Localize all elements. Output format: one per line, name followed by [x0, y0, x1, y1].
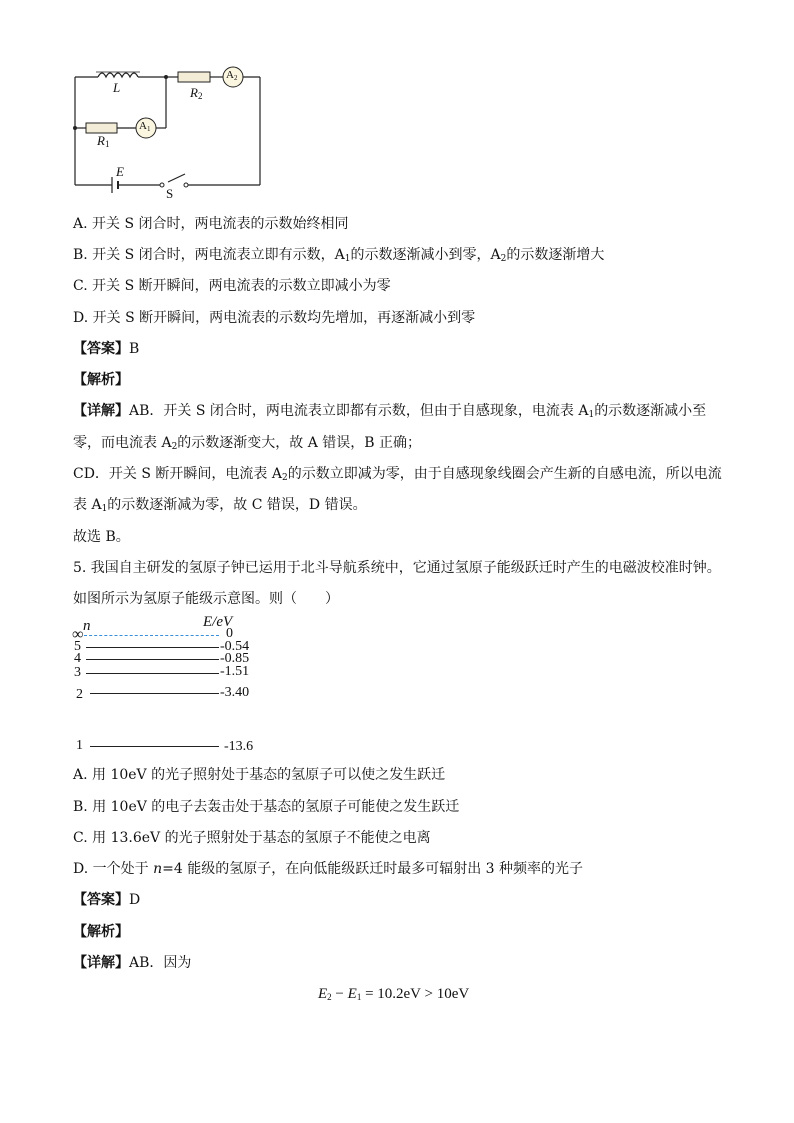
- e-axis-header: E/eV: [203, 614, 233, 630]
- level-e-label: -13.6: [224, 739, 254, 754]
- junction-dot: [73, 126, 77, 130]
- level-n-label: ∞: [72, 626, 84, 643]
- level-e-label: -0.54: [220, 639, 250, 654]
- q5-option-d: D. 一个处于 n=4 能级的氢原子，在向低能级跃迁时最多可辐射出 3 种频率的光子: [73, 861, 584, 877]
- level-n-label: 2: [76, 687, 83, 702]
- label-r1: $R_1$: [97, 133, 110, 149]
- level-n-label: 3: [74, 665, 81, 680]
- switch-terminal: [160, 183, 164, 187]
- label-inductor: L: [113, 80, 121, 95]
- q4-detail-line1: 【详解】AB．开关 S 闭合时，两电流表立即都有示数，但由于自感现象，电流表 $A_1$的示数逐渐减小至: [73, 403, 707, 420]
- q5-answer: 【答案】D: [73, 892, 141, 908]
- level-e-label: -1.51: [220, 664, 250, 679]
- q4-analysis-label: 【解析】: [73, 372, 129, 388]
- q5-stem-line1: 5. 我国自主研发的氢原子钟已运用于北斗导航系统中，它通过氢原子能级跃迁时产生的电磁波校准时钟。: [73, 560, 721, 576]
- label-switch: S: [166, 186, 174, 201]
- level-e-label: -0.85: [220, 651, 250, 666]
- q4-option-b: B. 开关 S 闭合时，两电流表立即有示数，$A_1$的示数逐渐减小到零，$A_2$的示数逐渐增大: [73, 247, 605, 264]
- level-e-label: -3.40: [220, 685, 250, 700]
- level-n-label: 1: [76, 738, 83, 753]
- q4-conclusion: 故选 B。: [73, 529, 130, 545]
- q4-option-d: D. 开关 S 断开瞬间，两电流表的示数均先增加，再逐渐减小到零: [73, 310, 476, 326]
- q4-option-a: A. 开关 S 闭合时，两电流表的示数始终相同: [73, 216, 349, 232]
- resistor-r2: [178, 72, 210, 82]
- q5-equation: $E_2 - E_1 = 10.2eV > 10eV$: [318, 986, 470, 1002]
- q5-analysis-label: 【解析】: [73, 924, 129, 940]
- q4-detail-line4: 表 $A_1$的示数逐渐减为零，故 C 错误，D 错误。: [73, 497, 367, 514]
- energy-level-diagram: [70, 612, 270, 757]
- level-line-4: [86, 659, 219, 660]
- level-line-1: [90, 746, 219, 747]
- q5-option-b: B. 用 10eV 的电子去轰击处于基态的氢原子可能使之发生跃迁: [73, 799, 460, 815]
- level-e-label: 0: [226, 626, 233, 641]
- level-line-2: [90, 693, 219, 694]
- q4-answer: 【答案】B: [73, 341, 140, 357]
- label-r2: $R_2$: [190, 85, 203, 101]
- q4-detail-line2: 零，而电流表 $A_2$的示数逐渐变大，故 A 错误，B 正确；: [73, 435, 422, 452]
- circuit-diagram: [60, 60, 280, 200]
- level-line-5: [86, 647, 219, 648]
- level-line-3: [86, 673, 219, 674]
- n-axis-header: n: [83, 618, 91, 634]
- q5-detail: 【详解】AB．因为: [73, 955, 192, 971]
- inductor-coil: [98, 73, 138, 77]
- q5-option-a: A. 用 10eV 的光子照射处于基态的氢原子可以使之发生跃迁: [73, 767, 446, 783]
- label-battery: E: [116, 164, 124, 179]
- q4-detail-line3: CD．开关 S 断开瞬间，电流表 $A_2$的示数立即减为零，由于自感现象线圈会产生新的自感电流，所以电流: [73, 466, 722, 483]
- q5-stem-line2: 如图所示为氢原子能级示意图。则（ ）: [73, 591, 339, 607]
- level-n-label: 4: [74, 651, 81, 666]
- q4-option-c: C. 开关 S 断开瞬间，两电流表的示数立即减小为零: [73, 278, 391, 294]
- label-a1: $A_1$: [139, 120, 151, 133]
- level-n-label: 5: [74, 639, 81, 654]
- level-line-infinity: [84, 635, 219, 636]
- junction-dot: [164, 75, 168, 79]
- label-a2: $A_2$: [226, 69, 238, 82]
- resistor-r1: [86, 123, 117, 133]
- q5-option-c: C. 用 13.6eV 的光子照射处于基态的氢原子不能使之电离: [73, 830, 431, 846]
